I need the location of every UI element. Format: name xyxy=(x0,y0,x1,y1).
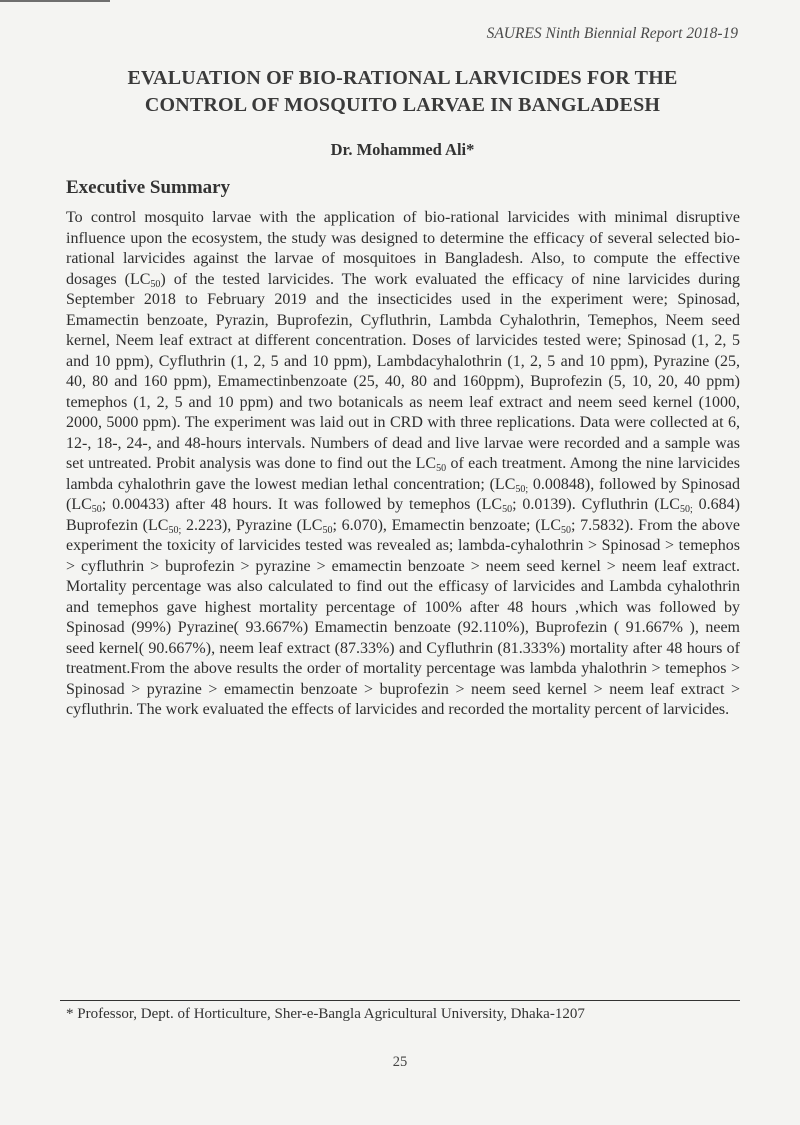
subscript: 50 xyxy=(150,278,161,290)
author-affiliation-footnote: * Professor, Dept. of Horticulture, Sher-e-Bangla Agricultural University, Dhaka-1207 xyxy=(66,1006,585,1022)
subscript: 50 xyxy=(560,524,571,536)
subscript: 50 xyxy=(322,524,333,536)
paper-title-line-1: EVALUATION OF BIO-RATIONAL LARVICIDES FOR THE xyxy=(127,67,678,89)
subscript: 50 xyxy=(91,504,102,515)
summary-text: ; 6.070), Emamectin benzoate; (LC xyxy=(332,516,561,534)
paper-title xyxy=(70,65,735,119)
paper-title-line-2: CONTROL OF MOSQUITO LARVAE IN BANGLADESH xyxy=(144,94,661,116)
summary-text: ; 0.0139). Cyfluthrin (LC xyxy=(512,496,680,513)
summary-text: ; 7.5832). From the above experiment the toxicity of larvicides tested was revealed as; lambda-cyhalothrin > Spinosad > temephos > cyfluthrin > buprofezin > pyrazine > emamectin benzoate > neem seed kernel > neem leaf extract. Mortality percentage was also calculated to find out the efficasy of larvicides and Lambda cyhalothrin and temephos gave highest mortality percentage of 100% after 48 hours ,which was followed by Spinosad (99%) Pyrazine( 93.667%) Emamectin benzoate (92.110%), Buprofezin ( 91.667% ), neem seed kernel( 90.667%), neem leaf extract (87.33%) and Cyfluthrin (81.333%) mortality after 48 hours of treatment.From the above results the order of mortality percentage was lambda yhalothrin > temephos > Spinosad > pyrazine > emamectin benzoate > buprofezin > neem seed kernel > neem leaf extract > cyfluthrin. The work evaluated the effects of larvicides and recorded the mortality percent of larvicides. xyxy=(66,516,741,718)
scan-corner-mark xyxy=(0,0,110,7)
summary-text: of each treatment. Among the nine larvicides lambda cyhalothrin gave the lowest median lethal concentration; (LC xyxy=(66,455,741,493)
subscript: 50; xyxy=(515,483,529,495)
section-heading-executive-summary: Executive Summary xyxy=(66,177,231,198)
summary-text: ) of the tested larvicides. The work evaluated the efficacy of nine larvicides during September 2018 to February 2019 and the insecticides used in the experiment were; Spinosad, Emamectin benzoate, Pyrazin, Buprofezin, Cyfluthrin, Lambda Cyhalothrin, Temephos, Neem seed kernel, Neem leaf extract at different concentration. Doses of larvicides tested were; Spinosad (1, 2, 5 and 10 ppm), Cyfluthrin (1, 2, 5 and 10 ppm), Lambdacyhalothrin (1, 2, 5 and 10 ppm), Pyrazine (25, 40, 80 and 160 ppm), Emamectinbenzoate (25, 40, 80 and 160ppm), Buprofezin (5, 10, 20, 40 ppm) temephos (1, 2, 5 and 10 ppm) and two botanicals as neem leaf extract and neem seed kernel (1000, 2000, 5000 ppm). The experiment was laid out in CRD with three replications. Data were collected at 6, 12-, 18-, 24-, and 48-hours intervals. Numbers of dead and live larvae were recorded and a sample was set untreated. Probit analysis was done to find out the LC xyxy=(66,270,741,472)
summary-text: 0.684) Buprofezin (LC xyxy=(66,496,740,534)
subscript: 50 xyxy=(502,504,513,515)
running-header: SAURES Ninth Biennial Report 2018-19 xyxy=(486,25,738,42)
subscript: 50; xyxy=(168,524,182,536)
page-number: 25 xyxy=(392,1054,408,1070)
footnote-divider xyxy=(60,1000,740,1001)
subscript: 50; xyxy=(679,504,693,515)
summary-text: 2.223), Pyrazine (LC xyxy=(181,516,323,534)
summary-text: ; 0.00433) after 48 hours. It was followed by temephos (LC xyxy=(101,496,503,513)
author-name: Dr. Mohammed Ali* xyxy=(330,140,475,159)
summary-text: 0.00848), followed by Spinosad (LC xyxy=(66,475,741,513)
summary-text: To control mosquito larvae with the application of bio-rational larvicides with minimal disruptive influence upon the ecosystem, the study was designed to determine the efficacy of several selected bio-rational larvicides against the larvae of mosquitoes in Bangladesh. Also, to compute the effective dosages (LC xyxy=(66,209,740,288)
subscript: 50 xyxy=(436,463,447,474)
executive-summary-paragraph xyxy=(66,208,740,721)
